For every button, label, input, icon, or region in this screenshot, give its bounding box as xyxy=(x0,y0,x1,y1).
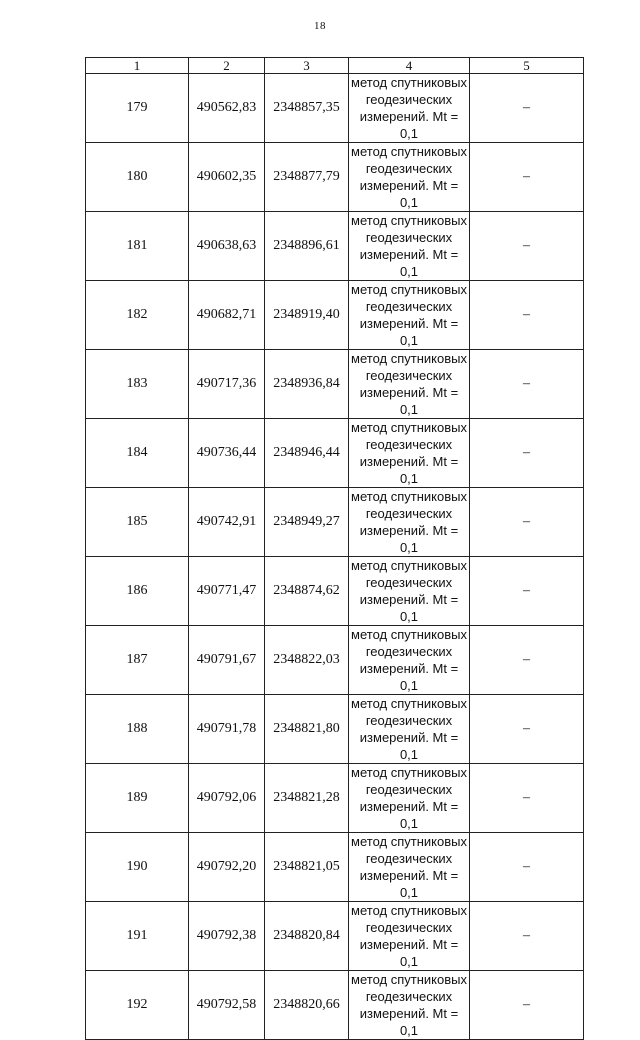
y-coordinate-cell: 2348821,80 xyxy=(265,695,349,764)
point-number-cell: 183 xyxy=(86,350,189,419)
point-number-cell: 180 xyxy=(86,143,189,212)
method-line: измерений. Mt = 0,1 xyxy=(359,247,459,279)
method-line: метод спутниковых xyxy=(351,558,467,573)
x-coordinate-cell: 490717,36 xyxy=(189,350,265,419)
method-line: измерений. Mt = 0,1 xyxy=(359,661,459,693)
method-cell xyxy=(349,971,470,1040)
method-line: геодезических xyxy=(365,989,453,1004)
x-coordinate-cell: 490562,83 xyxy=(189,74,265,143)
point-number-cell: 186 xyxy=(86,557,189,626)
x-coordinate-cell: 490792,06 xyxy=(189,764,265,833)
method-cell xyxy=(349,626,470,695)
table-row xyxy=(86,557,584,626)
method-line: измерений. Mt = 0,1 xyxy=(359,178,459,210)
note-cell: – xyxy=(470,143,584,212)
table-header-row xyxy=(86,58,584,74)
y-coordinate-cell: 2348820,84 xyxy=(265,902,349,971)
table-row xyxy=(86,419,584,488)
method-cell xyxy=(349,281,470,350)
point-number-cell: 181 xyxy=(86,212,189,281)
table-row xyxy=(86,764,584,833)
method-line: метод спутниковых xyxy=(351,282,467,297)
method-line: измерений. Mt = 0,1 xyxy=(359,730,459,762)
point-number-cell: 189 xyxy=(86,764,189,833)
method-line: геодезических xyxy=(365,920,453,935)
method-line: метод спутниковых xyxy=(351,213,467,228)
method-line: измерений. Mt = 0,1 xyxy=(359,868,459,900)
table-body xyxy=(86,74,584,1040)
table-row xyxy=(86,971,584,1040)
y-coordinate-cell: 2348821,05 xyxy=(265,833,349,902)
method-line: метод спутниковых xyxy=(351,627,467,642)
point-number-cell: 190 xyxy=(86,833,189,902)
y-coordinate-cell: 2348919,40 xyxy=(265,281,349,350)
method-line: геодезических xyxy=(365,782,453,797)
x-coordinate-cell: 490638,63 xyxy=(189,212,265,281)
method-line: метод спутниковых xyxy=(351,489,467,504)
method-cell xyxy=(349,488,470,557)
method-line: геодезических xyxy=(365,161,453,176)
method-line: геодезических xyxy=(365,506,453,521)
method-line: измерений. Mt = 0,1 xyxy=(359,592,459,624)
method-cell xyxy=(349,350,470,419)
method-line: геодезических xyxy=(365,437,453,452)
y-coordinate-cell: 2348896,61 xyxy=(265,212,349,281)
table-row xyxy=(86,212,584,281)
method-line: измерений. Mt = 0,1 xyxy=(359,937,459,969)
method-line: метод спутниковых xyxy=(351,75,467,90)
x-coordinate-cell: 490791,67 xyxy=(189,626,265,695)
point-number-cell: 192 xyxy=(86,971,189,1040)
point-number-cell: 184 xyxy=(86,419,189,488)
note-cell: – xyxy=(470,488,584,557)
y-coordinate-cell: 2348874,62 xyxy=(265,557,349,626)
method-line: метод спутниковых xyxy=(351,765,467,780)
method-cell xyxy=(349,74,470,143)
method-line: геодезических xyxy=(365,644,453,659)
table-row xyxy=(86,281,584,350)
method-line: измерений. Mt = 0,1 xyxy=(359,523,459,555)
method-line: измерений. Mt = 0,1 xyxy=(359,109,459,141)
note-cell: – xyxy=(470,419,584,488)
method-line: геодезических xyxy=(365,575,453,590)
column-header: 3 xyxy=(265,58,349,74)
method-line: метод спутниковых xyxy=(351,696,467,711)
note-cell: – xyxy=(470,281,584,350)
method-line: измерений. Mt = 0,1 xyxy=(359,1006,459,1038)
method-line: метод спутниковых xyxy=(351,420,467,435)
table-row xyxy=(86,350,584,419)
method-line: геодезических xyxy=(365,713,453,728)
table-row xyxy=(86,902,584,971)
method-line: измерений. Mt = 0,1 xyxy=(359,454,459,486)
note-cell: – xyxy=(470,695,584,764)
method-cell xyxy=(349,764,470,833)
x-coordinate-cell: 490791,78 xyxy=(189,695,265,764)
method-line: метод спутниковых xyxy=(351,144,467,159)
point-number-cell: 187 xyxy=(86,626,189,695)
y-coordinate-cell: 2348877,79 xyxy=(265,143,349,212)
column-header: 4 xyxy=(349,58,470,74)
method-cell xyxy=(349,557,470,626)
point-number-cell: 191 xyxy=(86,902,189,971)
table-row xyxy=(86,626,584,695)
method-line: геодезических xyxy=(365,851,453,866)
x-coordinate-cell: 490742,91 xyxy=(189,488,265,557)
method-cell xyxy=(349,695,470,764)
method-line: метод спутниковых xyxy=(351,834,467,849)
note-cell: – xyxy=(470,833,584,902)
method-cell xyxy=(349,833,470,902)
column-header: 5 xyxy=(470,58,584,74)
note-cell: – xyxy=(470,902,584,971)
note-cell: – xyxy=(470,74,584,143)
method-line: геодезических xyxy=(365,230,453,245)
method-line: геодезических xyxy=(365,368,453,383)
x-coordinate-cell: 490792,38 xyxy=(189,902,265,971)
column-header: 1 xyxy=(86,58,189,74)
coordinates-table xyxy=(85,57,584,1040)
y-coordinate-cell: 2348820,66 xyxy=(265,971,349,1040)
note-cell: – xyxy=(470,971,584,1040)
y-coordinate-cell: 2348936,84 xyxy=(265,350,349,419)
note-cell: – xyxy=(470,212,584,281)
method-line: метод спутниковых xyxy=(351,972,467,987)
table-row xyxy=(86,488,584,557)
note-cell: – xyxy=(470,350,584,419)
y-coordinate-cell: 2348857,35 xyxy=(265,74,349,143)
point-number-cell: 185 xyxy=(86,488,189,557)
note-cell: – xyxy=(470,626,584,695)
method-line: геодезических xyxy=(365,299,453,314)
method-cell xyxy=(349,212,470,281)
point-number-cell: 179 xyxy=(86,74,189,143)
table-row xyxy=(86,695,584,764)
x-coordinate-cell: 490682,71 xyxy=(189,281,265,350)
note-cell: – xyxy=(470,557,584,626)
x-coordinate-cell: 490771,47 xyxy=(189,557,265,626)
method-cell xyxy=(349,419,470,488)
column-header: 2 xyxy=(189,58,265,74)
y-coordinate-cell: 2348821,28 xyxy=(265,764,349,833)
x-coordinate-cell: 490792,58 xyxy=(189,971,265,1040)
point-number-cell: 182 xyxy=(86,281,189,350)
method-line: измерений. Mt = 0,1 xyxy=(359,316,459,348)
method-line: метод спутниковых xyxy=(351,351,467,366)
table-row xyxy=(86,143,584,212)
method-cell xyxy=(349,143,470,212)
x-coordinate-cell: 490602,35 xyxy=(189,143,265,212)
method-line: измерений. Mt = 0,1 xyxy=(359,799,459,831)
x-coordinate-cell: 490792,20 xyxy=(189,833,265,902)
x-coordinate-cell: 490736,44 xyxy=(189,419,265,488)
y-coordinate-cell: 2348822,03 xyxy=(265,626,349,695)
y-coordinate-cell: 2348949,27 xyxy=(265,488,349,557)
y-coordinate-cell: 2348946,44 xyxy=(265,419,349,488)
table-row xyxy=(86,74,584,143)
method-line: геодезических xyxy=(365,92,453,107)
table-row xyxy=(86,833,584,902)
method-line: измерений. Mt = 0,1 xyxy=(359,385,459,417)
page-number: 18 xyxy=(314,20,326,32)
point-number-cell: 188 xyxy=(86,695,189,764)
method-cell xyxy=(349,902,470,971)
method-line: метод спутниковых xyxy=(351,903,467,918)
note-cell: – xyxy=(470,764,584,833)
